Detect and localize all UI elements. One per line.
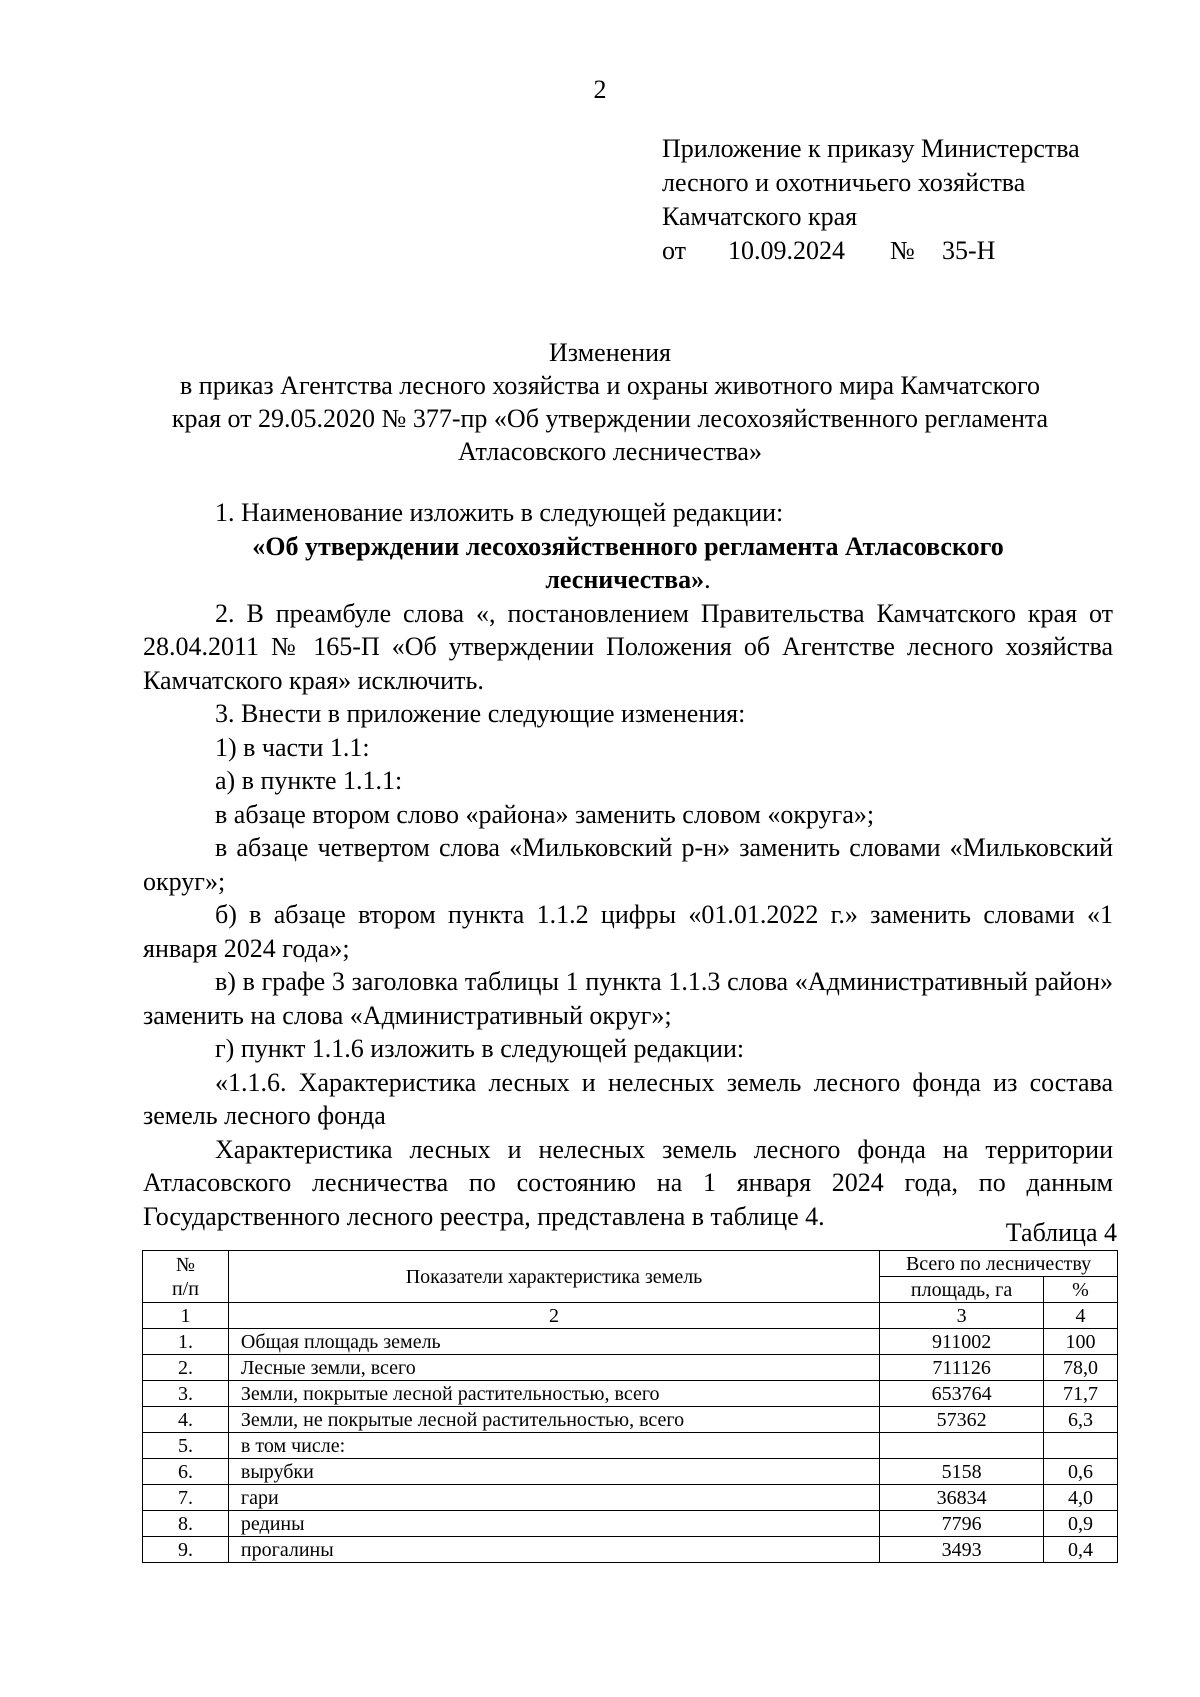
row-percent: 0,9: [1044, 1511, 1118, 1537]
paragraph: г) пункт 1.1.6 изложить в следующей редакции:: [215, 1034, 745, 1063]
paragraph: 3. Внести в приложение следующие изменения:: [215, 699, 746, 728]
row-number: 5.: [143, 1433, 229, 1459]
table-caption: Таблица 4: [1005, 1218, 1117, 1247]
title-line: Атласовского лесничества»: [458, 437, 762, 466]
table-row: [143, 1329, 1118, 1355]
header-total: Всего по лесничеству: [880, 1251, 1118, 1277]
paragraph: 2. В преамбуле слова «, постановлением Правительства Камчатского края от 28.04.2011 № 165-П «Об утверждении Положения об Агентстве лесного хозяйства Камчатского края» исключить.: [143, 598, 1113, 695]
row-area: 3493: [880, 1537, 1044, 1563]
row-area: 7796: [880, 1511, 1044, 1537]
row-number: 8.: [143, 1511, 229, 1537]
row-percent: 6,3: [1044, 1407, 1118, 1433]
approval-line: лесного и охотничьего хозяйства: [662, 168, 1026, 197]
row-indicator: Лесные земли, всего: [228, 1355, 879, 1381]
table-row: [143, 1407, 1118, 1433]
document-body: [143, 496, 1113, 1233]
row-area: 36834: [880, 1485, 1044, 1511]
header-indicator: Показатели характеристика земель: [228, 1251, 879, 1303]
new-title-text: «Об утверждении лесохозяйственного регламента Атласовского лесничества»: [252, 531, 1004, 594]
row-indicator: Земли, покрытые лесной растительностью, всего: [228, 1381, 879, 1407]
row-percent: 4,0: [1044, 1485, 1118, 1511]
paragraph: 1) в части 1.1:: [215, 732, 370, 762]
number-label: №: [890, 236, 915, 265]
paragraph: в абзаце четвертом слова «Мильковский р-н» заменить словами «Мильковский округ»;: [143, 833, 1113, 896]
row-number: 1.: [143, 1329, 229, 1355]
header-number: [143, 1251, 229, 1303]
row-indicator: гари: [228, 1485, 879, 1511]
from-label: от: [662, 236, 687, 265]
document-title: [130, 336, 1090, 468]
row-indicator: Общая площадь земель: [228, 1329, 879, 1355]
paragraph: Характеристика лесных и нелесных земель лесного фонда на территории Атласовского лесничества по состоянию на 1 января 2024 года, по данным Государственного лесного реестра, представлена в таблице 4.: [143, 1134, 1113, 1231]
row-area: 653764: [880, 1381, 1044, 1407]
row-percent: 71,7: [1044, 1381, 1118, 1407]
row-number: 3.: [143, 1381, 229, 1407]
table-row: [143, 1381, 1118, 1407]
row-percent: 78,0: [1044, 1355, 1118, 1381]
table-row: [143, 1511, 1118, 1537]
header-area: площадь, га: [880, 1277, 1044, 1303]
row-area: 57362: [880, 1407, 1044, 1433]
row-percent: 100: [1044, 1329, 1118, 1355]
column-numbers-row: [143, 1303, 1118, 1329]
row-number: 2.: [143, 1355, 229, 1381]
row-indicator: редины: [228, 1511, 879, 1537]
title-heading: Изменения: [549, 338, 671, 367]
row-area: [880, 1433, 1044, 1459]
paragraph: 1. Наименование изложить в следующей редакции:: [215, 498, 784, 527]
order-date: 10.09.2024: [728, 236, 845, 265]
row-percent: 0,4: [1044, 1537, 1118, 1563]
column-number: 3: [880, 1303, 1044, 1329]
row-indicator: прогалины: [228, 1537, 879, 1563]
paragraph: а) в пункте 1.1.1:: [215, 766, 403, 795]
row-area: 5158: [880, 1459, 1044, 1485]
paragraph: «1.1.6. Характеристика лесных и нелесных земель лесного фонда из состава земель лесного фонда: [143, 1067, 1113, 1130]
approval-block: [662, 132, 1080, 268]
header-number-abbr: п/п: [171, 1277, 199, 1300]
row-area: 911002: [880, 1329, 1044, 1355]
paragraph-new-title: [143, 530, 1113, 597]
paragraph: в) в графе 3 заголовка таблицы 1 пункта 1.1.3 слова «Административный район» заменить на слова «Административный округ»;: [143, 967, 1113, 1030]
paragraph: б) в абзаце втором пункта 1.1.2 цифры «01.01.2022 г.» заменить словами «1 января 2024 года»;: [143, 900, 1113, 963]
column-number: 2: [228, 1303, 879, 1329]
row-indicator: Земли, не покрытые лесной растительностью, всего: [228, 1407, 879, 1433]
row-percent: 0,6: [1044, 1459, 1118, 1485]
new-title-period: .: [704, 565, 711, 594]
title-line: в приказ Агентства лесного хозяйства и охраны животного мира Камчатского: [180, 371, 1040, 400]
approval-line: Приложение к приказу Министерства: [662, 134, 1080, 163]
row-area: 711126: [880, 1355, 1044, 1381]
row-number: 9.: [143, 1537, 229, 1563]
row-number: 4.: [143, 1407, 229, 1433]
table-header-row: [143, 1251, 1118, 1277]
paragraph: в абзаце втором слово «района» заменить словом «округа»;: [215, 799, 875, 829]
table-row: [143, 1355, 1118, 1381]
table-row: [143, 1459, 1118, 1485]
row-number: 7.: [143, 1485, 229, 1511]
table-body: [143, 1329, 1118, 1563]
table-row: [143, 1433, 1118, 1459]
land-characteristics-table: [142, 1250, 1118, 1563]
row-number: 6.: [143, 1459, 229, 1485]
row-indicator: вырубки: [228, 1459, 879, 1485]
header-number-symbol: №: [175, 1253, 195, 1276]
table-row: [143, 1537, 1118, 1563]
title-line: края от 29.05.2020 № 377-пр «Об утверждении лесохозяйственного регламента: [171, 404, 1049, 433]
page-number: 2: [593, 75, 607, 104]
approval-date-line: [662, 234, 1080, 268]
header-percent: %: [1044, 1277, 1118, 1303]
column-number: 1: [143, 1303, 229, 1329]
row-indicator: в том числе:: [228, 1433, 879, 1459]
row-percent: [1044, 1433, 1118, 1459]
order-number: 35-Н: [942, 236, 996, 265]
approval-line: Камчатского края: [662, 202, 858, 231]
column-number: 4: [1044, 1303, 1118, 1329]
table-row: [143, 1485, 1118, 1511]
